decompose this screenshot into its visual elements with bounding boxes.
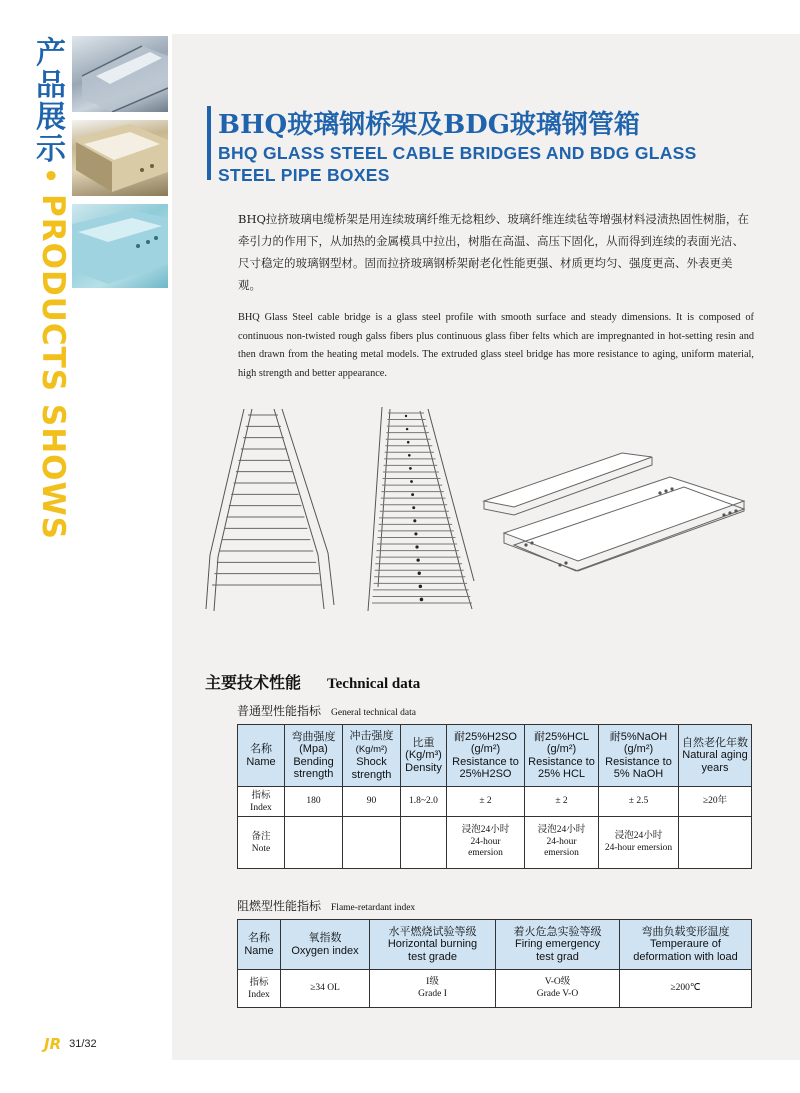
- header-firing-emergency: 着火危急实验等级 Firing emergency test grad: [496, 920, 620, 970]
- header-horizontal-burning: 水平燃烧试验等级 Horizontal burning test grade: [370, 920, 496, 970]
- sidebar-title-dot: •: [42, 162, 60, 192]
- table-cell: V-O级 Grade V-O: [496, 970, 620, 1008]
- table-cell: 180: [285, 787, 343, 817]
- page-number: 31/32: [69, 1038, 97, 1051]
- product-photo-trunking: [72, 204, 168, 288]
- channel-cover-illustration: [484, 453, 744, 571]
- general-technical-table: [237, 724, 752, 869]
- tray-hole: [414, 532, 417, 535]
- product-photo-pipe-box: [72, 120, 168, 196]
- table-cell: ± 2.5: [599, 787, 679, 817]
- table-row-index: [238, 970, 752, 1008]
- tray-hole: [405, 415, 407, 417]
- table-cell: [343, 817, 401, 869]
- table-cell: [285, 817, 343, 869]
- table-row-index: [238, 787, 752, 817]
- header-oxygen-index: 氧指数 Oxygen index: [281, 920, 370, 970]
- table-cell: 浸泡24小时 24-hour emersion: [599, 817, 679, 869]
- header-h2so: 耐25%H2SO (g/m²) Resistance to 25%H2SO: [447, 725, 525, 787]
- ladder-tray-illustration: [206, 409, 334, 611]
- general-table-title-en: General technical data: [331, 708, 416, 718]
- page-title-en: BHQ GLASS STEEL CABLE BRIDGES AND BDG GLASS STEEL PIPE BOXES: [218, 143, 697, 185]
- tray-hole: [412, 506, 415, 509]
- technical-heading-en: Technical data: [327, 676, 421, 692]
- table-header-row: [238, 725, 752, 787]
- sidebar-title-char: 示: [36, 132, 66, 167]
- sidebar-title-en: PRODUCTS SHOWS: [35, 194, 71, 541]
- tray-hole: [419, 585, 422, 588]
- table-cell: [679, 817, 752, 869]
- flame-table-title: [237, 897, 415, 915]
- general-table-title-cn: 普通型性能指标: [237, 704, 322, 718]
- flame-table-title-cn: 阻燃型性能指标: [237, 899, 322, 913]
- table-cell: 浸泡24小时 24-hour emersion: [447, 817, 525, 869]
- company-logo: JR: [44, 1035, 62, 1054]
- tray-hole: [410, 480, 413, 483]
- page-footer: [44, 1035, 97, 1053]
- table-row-note: [238, 817, 752, 869]
- tray-hole: [411, 493, 414, 496]
- sidebar-title-char: 产: [36, 36, 66, 71]
- tray-hole: [413, 519, 416, 522]
- header-aging: 自然老化年数 Natural aging years: [679, 725, 752, 787]
- table-cell: ≥34 OL: [281, 970, 370, 1008]
- header-hcl: 耐25%HCL (g/m²) Resistance to 25% HCL: [525, 725, 599, 787]
- product-photo-cable-tray: [72, 36, 168, 112]
- sidebar-title: [33, 36, 71, 541]
- table-cell: I级 Grade I: [370, 970, 496, 1008]
- table-header-row: [238, 920, 752, 970]
- header-density: 比重 (Kg/m³) Density: [401, 725, 447, 787]
- technical-heading: [205, 670, 420, 693]
- row-label: 指标 Index: [238, 970, 281, 1008]
- table-cell: ≥20年: [679, 787, 752, 817]
- table-cell: 浸泡24小时 24-hour emersion: [525, 817, 599, 869]
- page-title-cn: BHQ玻璃钢桥架及BDG玻璃钢管箱: [218, 110, 640, 140]
- tray-hole: [407, 441, 410, 444]
- table-cell: [401, 817, 447, 869]
- product-illustrations: [196, 405, 756, 617]
- table-cell: ± 2: [525, 787, 599, 817]
- header-bending-strength: 弯曲强度 (Mpa) Bending strength: [285, 725, 343, 787]
- tray-hole: [415, 545, 418, 548]
- tray-hole: [418, 572, 421, 575]
- tray-hole: [409, 467, 412, 470]
- table-cell: ≥200℃: [620, 970, 752, 1008]
- sidebar-title-char: 展: [36, 100, 66, 135]
- header-name: 名称 Name: [238, 920, 281, 970]
- header-shock-strength: 冲击强度 (Kg/m²) Shock strength: [343, 725, 401, 787]
- perforated-tray-illustration: [368, 407, 474, 611]
- tray-hole: [406, 428, 408, 430]
- row-label: 指标 Index: [238, 787, 285, 817]
- header-name: 名称 Name: [238, 725, 285, 787]
- table-cell: 90: [343, 787, 401, 817]
- flame-retardant-table: [237, 919, 752, 1008]
- row-label: 备注 Note: [238, 817, 285, 869]
- tray-hole: [416, 558, 419, 561]
- technical-heading-cn: 主要技术性能: [205, 673, 302, 692]
- title-accent-bar: [207, 106, 211, 180]
- header-naoh: 耐5%NaOH (g/m²) Resistance to 5% NaOH: [599, 725, 679, 787]
- description-en: BHQ Glass Steel cable bridge is a glass steel profile with smooth surface and steady dimensions. It is composed of continuous non-twisted rough galss fibers plus continuous glass fiber felts which are impregnanted in hot-setting resin and then drawn from the heating metal models. The extruded glass steel bridge has more resistance to aging, uniform material, high strength and better appearance.: [238, 312, 754, 379]
- general-table-title: [237, 702, 416, 720]
- sidebar-title-char: 品: [36, 68, 66, 103]
- table-cell: ± 2: [447, 787, 525, 817]
- tray-hole: [420, 598, 424, 602]
- description-cn: BHQ拉挤玻璃电缆桥架是用连续玻璃纤维无捻粗纱、玻璃纤维连续毡等增强材料浸渍热固性树脂，在牵引力的作用下，从加热的金属模具中拉出，树脂在高温、高压下固化，从而得到连续的表面光洁、尺寸稳定的玻璃钢型材。固而拉挤玻璃钢桥架耐老化性能更强、材质更均匀、强度更高、外表更美观。: [238, 212, 749, 292]
- flame-table-title-en: Flame-retardant index: [331, 903, 416, 913]
- table-cell: 1.8~2.0: [401, 787, 447, 817]
- header-deformation-temperature: 弯曲负载变形温度 Temperaure of deformation with load: [620, 920, 752, 970]
- tray-hole: [408, 454, 411, 457]
